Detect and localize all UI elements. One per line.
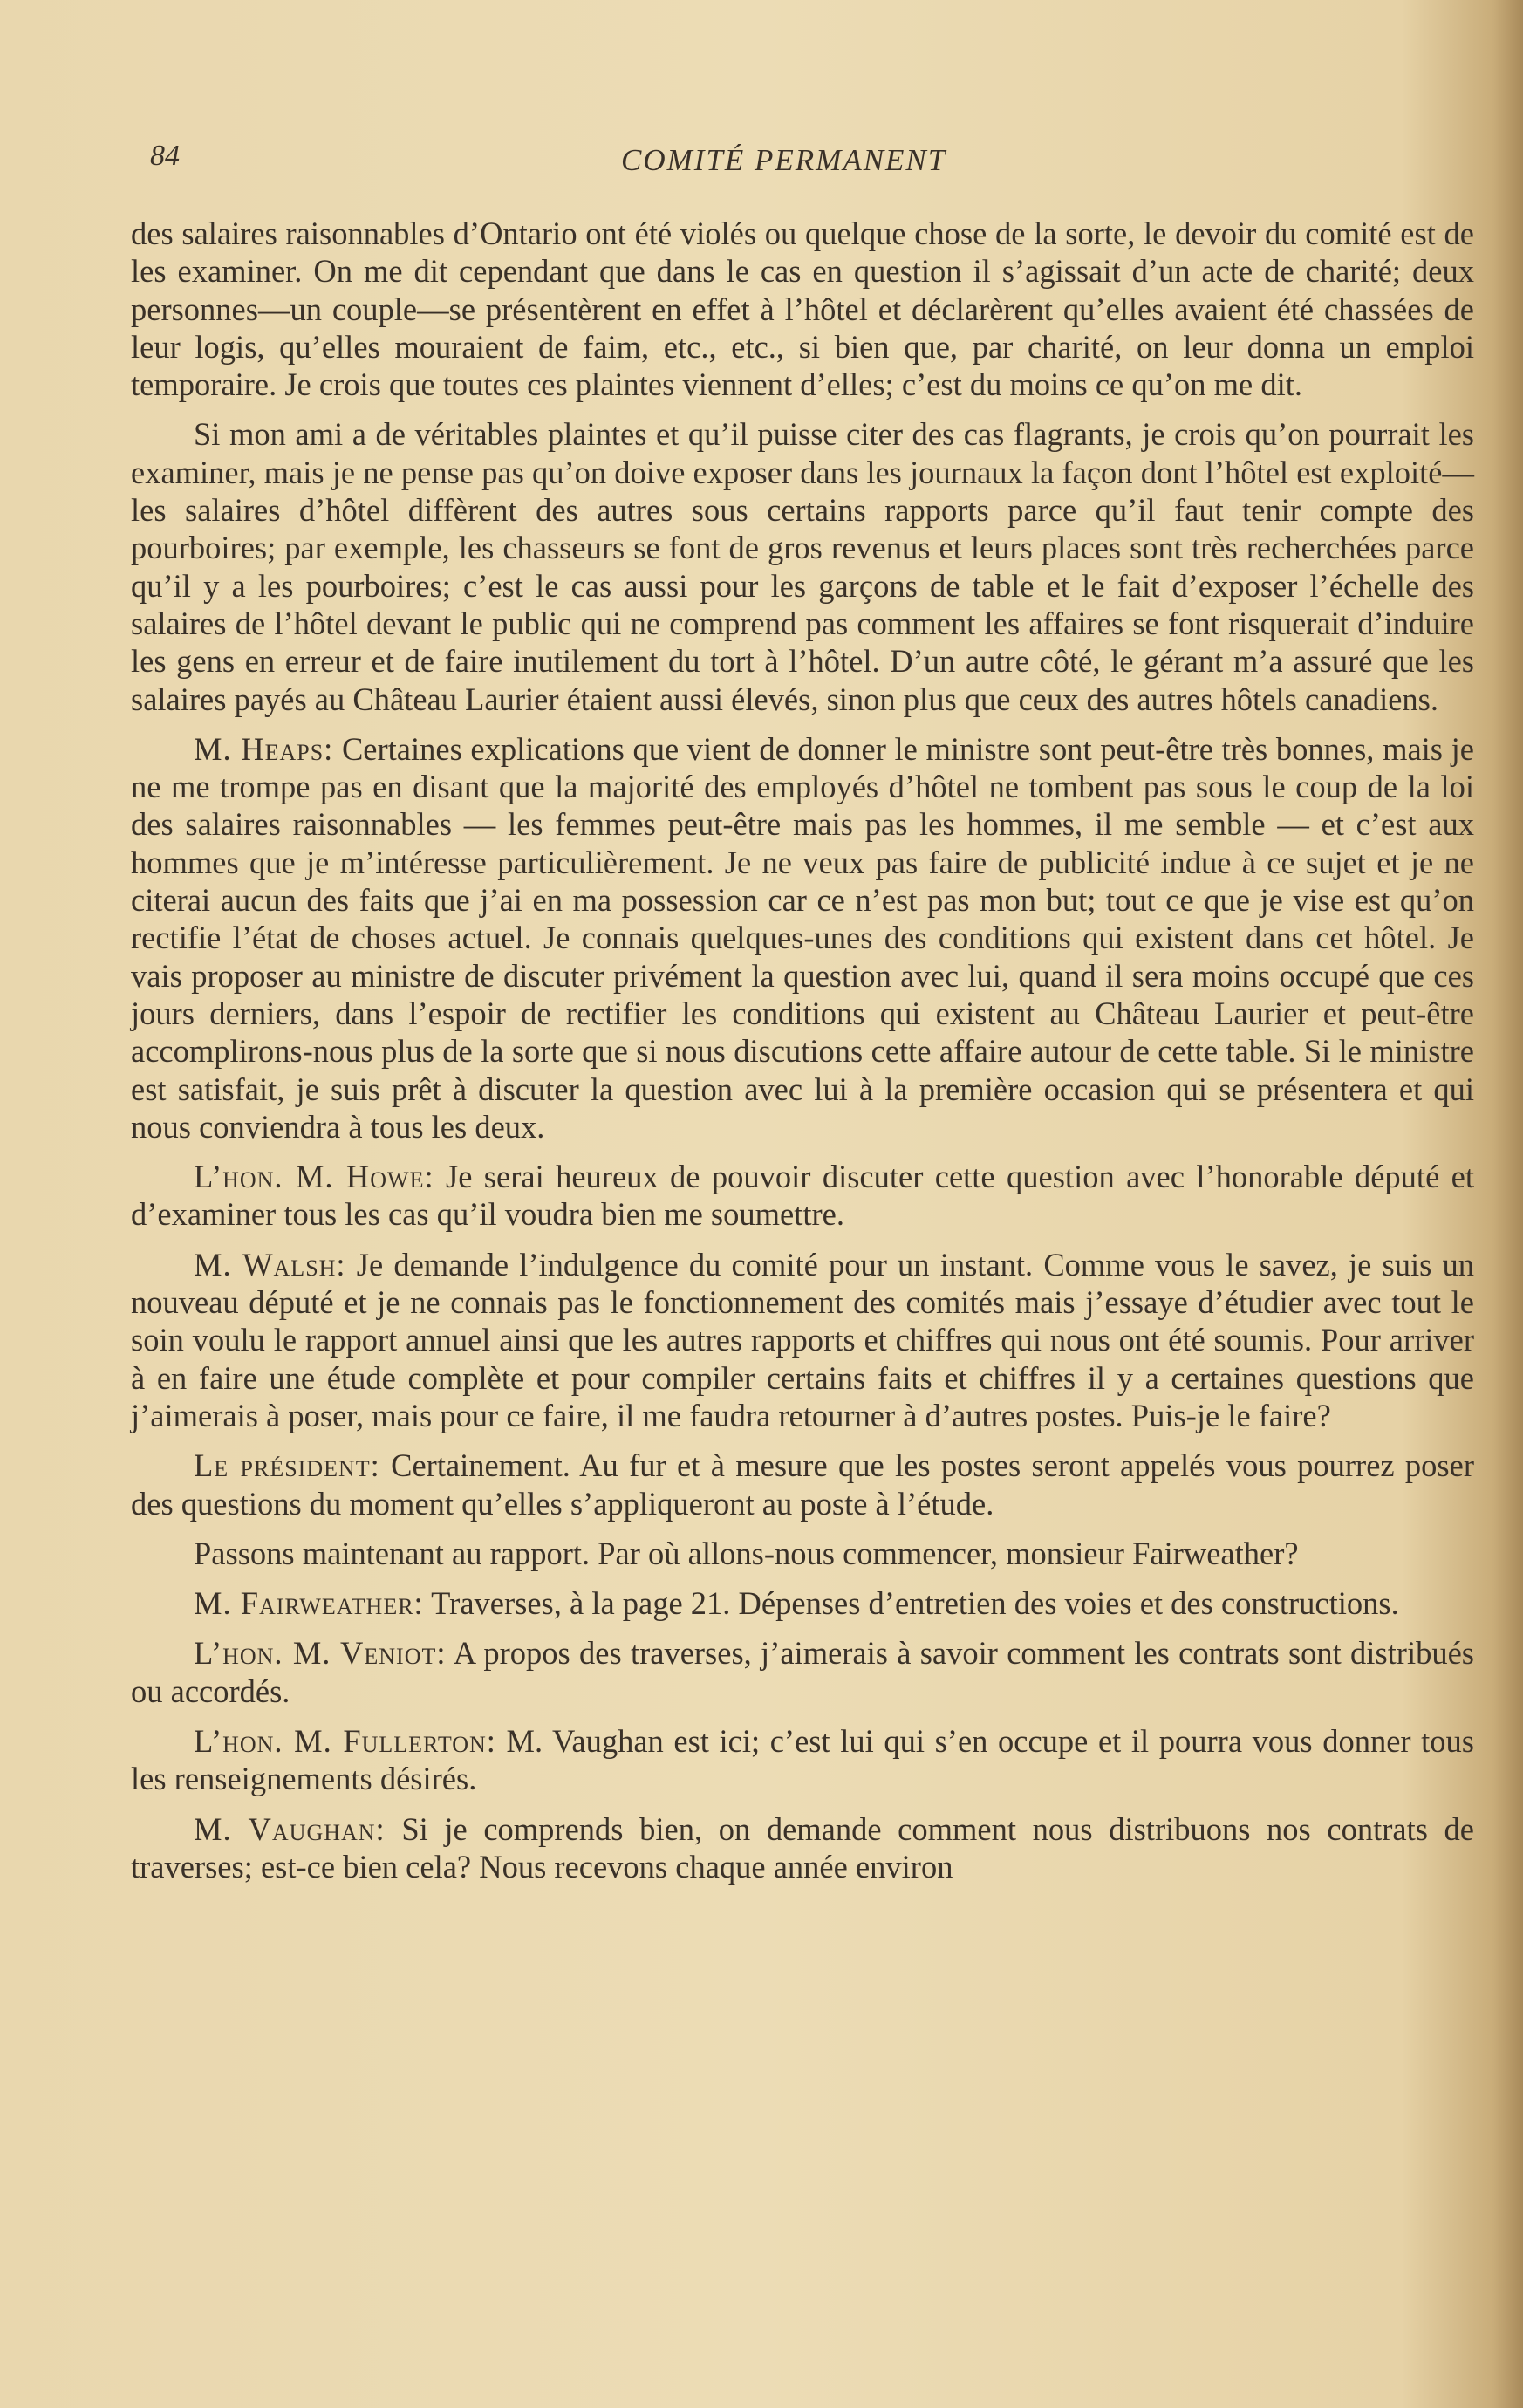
paragraph xyxy=(131,1584,1474,1622)
paragraph-text: Passons maintenant au rapport. Par où allons-nous commencer, monsieur Fairweather? xyxy=(194,1535,1299,1571)
paragraph xyxy=(131,415,1474,717)
speaker-name: L’hon. M. Veniot: xyxy=(194,1635,447,1672)
paragraph-text: Si mon ami a de véritables plaintes et qu’il puisse citer des cas flagrants, je crois qu’on pourrait les examiner, mais je ne pense pas qu’on doive exposer dans les journaux la façon dont l’hôtel est exploité—les salaires d’hôtel diffèrent des autres sous certains rapports parce qu’il faut tenir compte des pourboires; par exemple, les chasseurs se font de gros revenus et leurs places sont très recherchées parce qu’il y a les pourboires; c’est le cas aussi pour les garçons de table et le fait d’exposer l’échelle des salaires de l’hôtel devant le public qui ne comprend pas comment les affaires se font risquerait d’induire les gens en erreur et de faire inutilement du tort à l’hôtel. D’un autre côté, le gérant m’a assuré que les salaires payés au Château Laurier étaient aussi élevés, sinon plus que ceux des autres hôtels canadiens. xyxy=(131,416,1474,717)
paragraph xyxy=(131,730,1474,1146)
page-header xyxy=(150,140,1458,192)
speaker-name: L’hon. M. Howe: xyxy=(194,1159,434,1195)
speaker-name: L’hon. M. Fullerton: xyxy=(194,1722,496,1759)
body-text xyxy=(131,215,1474,1898)
speaker-name: M. Fairweather: xyxy=(194,1585,424,1622)
speaker-name: M. Walsh: xyxy=(194,1246,346,1283)
paragraph xyxy=(131,1158,1474,1234)
paragraph-text: A propos des traverses, j’aimerais à savoir comment les contrats sont distribués ou accordés. xyxy=(131,1635,1474,1709)
paragraph-text: Je demande l’indulgence du comité pour un instant. Comme vous le savez, je suis un nouveau député et je ne connais pas le fonctionnement des comités mais j’essaye d’étudier avec tout le soin voulu le rapport annuel ainsi que les autres rapports et chiffres qui nous ont été soumis. Pour arriver à en faire une étude complète et pour compiler certains faits et chiffres il y a certaines questions que j’aimerais à poser, mais pour ce faire, il me faudra retourner à d’autres postes. Puis-je le faire? xyxy=(131,1246,1475,1433)
paragraph-text: Traverses, à la page 21. Dépenses d’entretien des voies et des constructions. xyxy=(423,1585,1399,1622)
running-head: COMITÉ PERMANENT xyxy=(621,143,947,177)
speaker-name: M. Vaughan: xyxy=(194,1810,386,1847)
paragraph-text: Certaines explications que vient de donner le ministre sont peut-être très bonnes, mais je ne me trompe pas en disant que la majorité des employés d’hôtel ne tombent pas sous le coup de la loi des salaires raisonnables — les femmes peut-être mais pas les hommes, il me semble — et c’est aux hommes que je m’intéresse particulièrement. Je ne veux pas faire de publicité indue à ce sujet et je ne citerai aucun des faits que j’ai en ma possession car ce n’est pas mon but; tout ce que je vise est qu’on rectifie l’état de choses actuel. Je connais quelques-unes des conditions qui existent dans cet hôtel. Je vais proposer au ministre de discuter privément la question avec lui, quand il sera moins occupé que ces jours derniers, dans l’espoir de rectifier les conditions qui existent au Château Laurier et peut-être accomplirons-nous plus de la sorte que si nous discutions cette affaire autour de cette table. Si le ministre est satisfait, je suis prêt à discuter la question avec lui à la première occasion qui se présentera et qui nous conviendra à tous les deux. xyxy=(131,730,1474,1145)
paragraph xyxy=(131,1246,1474,1434)
paragraph-text: Je serai heureux de pouvoir discuter cette question avec l’honorable député et d’examiner tous les cas qu’il voudra bien me soumettre. xyxy=(131,1159,1474,1233)
paragraph xyxy=(131,1722,1474,1798)
speaker-name: Le président: xyxy=(194,1447,380,1484)
paragraph-text: des salaires raisonnables d’Ontario ont été violés ou quelque chose de la sorte, le devoir du comité est de les examiner. On me dit cependant que dans le cas en question il s’agissait d’un acte de charité; deux personnes—un couple—se présentèrent en effet à l’hôtel et déclarèrent qu’elles avaient été chassées de leur logis, qu’elles mouraient de faim, etc., etc., si bien que, par charité, on leur donna un emploi temporaire. Je crois que toutes ces plaintes viennent d’elles; c’est du moins ce qu’on me dit. xyxy=(131,215,1474,403)
paragraph xyxy=(131,1447,1474,1522)
paragraph-text: Certainement. Au fur et à mesure que les postes seront appelés vous pourrez poser des questions du moment qu’elles s’appliqueront au poste à l’étude. xyxy=(131,1447,1474,1522)
paragraph xyxy=(131,215,1474,403)
paragraph-text: M. Vaughan est ici; c’est lui qui s’en occupe et il pourra vous donner tous les renseignements désirés. xyxy=(131,1722,1474,1797)
paragraph xyxy=(131,1810,1474,1886)
page-number: 84 xyxy=(150,140,180,172)
paragraph xyxy=(131,1634,1474,1710)
speaker-name: M. Heaps: xyxy=(194,730,334,767)
paragraph-text: Si je comprends bien, on demande comment nous distribuons nos contrats de traverses; est-ce bien cela? Nous recevons chaque année environ xyxy=(131,1810,1474,1885)
paragraph xyxy=(131,1535,1474,1572)
